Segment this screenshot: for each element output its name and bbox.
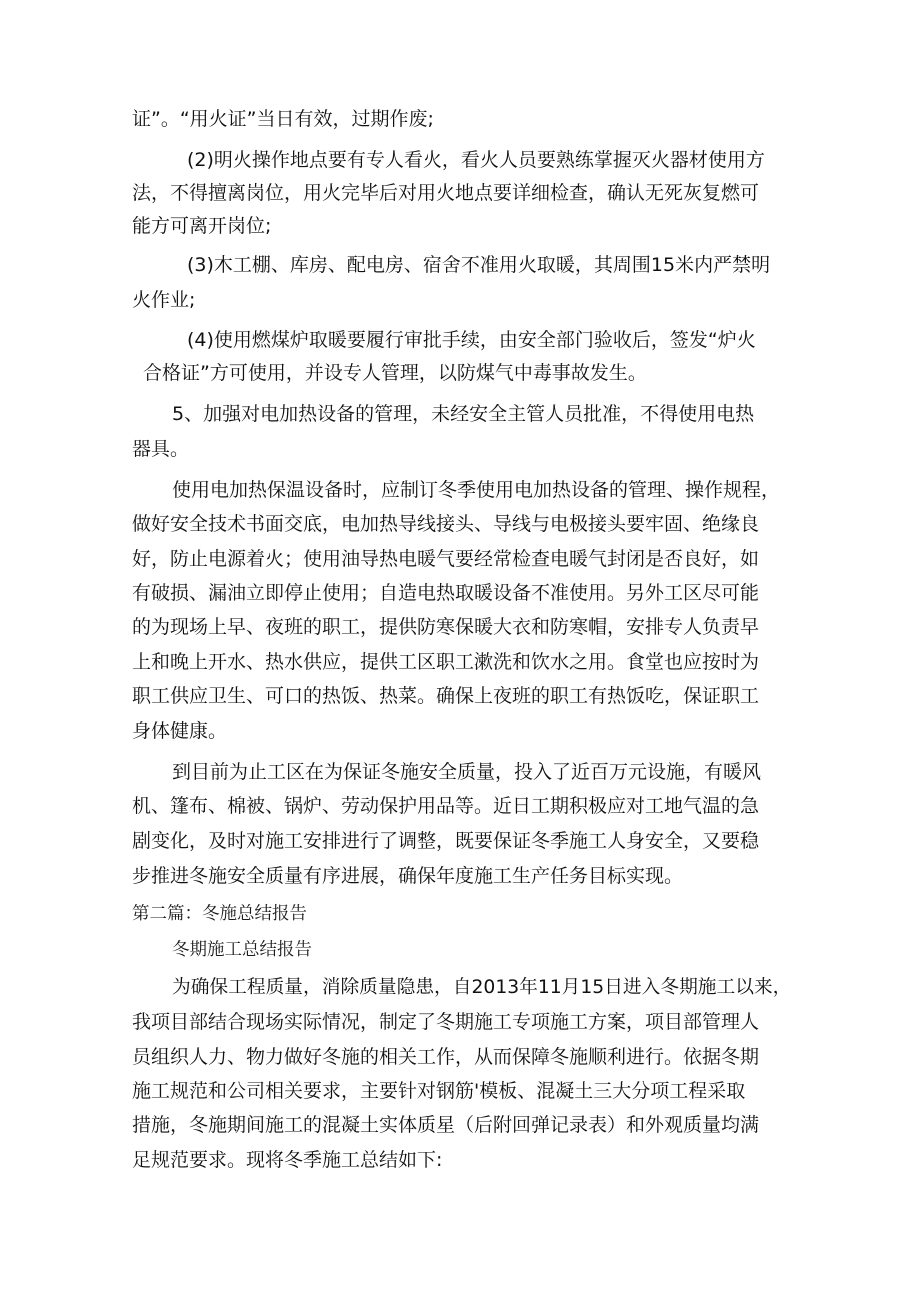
report-title: 冬期施工总结报告 bbox=[172, 940, 312, 960]
text-line: 职工供应卫生、可口的热饭、热菜。确保上夜班的职工有热饭吃，保证职工 bbox=[132, 685, 760, 707]
text-line: 机、篷布、棉被、锅炉、劳动保护用品等。近日工期积极应对工地气温的急 bbox=[132, 795, 760, 817]
text-line: (2)明火操作地点要有专人看火，看火人员要熟练掌握灭火器材使用方 bbox=[187, 149, 765, 171]
section-heading: 第二篇：冬施总结报告 bbox=[132, 904, 307, 924]
text-line: 施工规范和公司相关要求，主要针对钢筋'模板、混凝土三大分项工程采取 bbox=[132, 1080, 746, 1102]
text-line: 做好安全技术书面交底，电加热导线接头、导线与电极接头要牢固、绝缘良 bbox=[132, 513, 760, 535]
text-line: 法，不得擅离岗位，用火完毕后对用火地点要详细检查，确认无死灰复燃可 bbox=[132, 182, 760, 204]
text-line: (3)木工棚、库房、配电房、宿舍不准用火取暖，其周围15米内严禁明 bbox=[187, 254, 771, 276]
text-line: 好，防止电源着火；使用油导热电暖气要经常检查电暖气封闭是否良好，如 bbox=[132, 548, 760, 570]
text-line: 我项目部结合现场实际情况，制定了冬期施工专项施工方案，项目部管理人 bbox=[132, 1011, 760, 1033]
text-line: (4)使用燃煤炉取暖要履行审批手续，由安全部门验收后，签发“炉火 bbox=[187, 329, 756, 351]
text-line: 员组织人力、物力做好冬施的相关工作，从而保障冬施顺利进行。依据冬期 bbox=[132, 1046, 760, 1068]
text-line: 到目前为止工区在为保证冬施安全质量，投入了近百万元设施，有暖风 bbox=[172, 761, 762, 783]
text-line: 为确保工程质量，消除质量隐患，自2013年11月15日进入冬期施工以来， bbox=[172, 977, 792, 998]
text-line: 措施，冬施期间施工的混凝土实体质星（后附回弹记录表）和外观质量均满 bbox=[132, 1114, 760, 1136]
text-line: 身体健康。 bbox=[132, 720, 228, 742]
text-line: 上和晚上开水、热水供应，提供工区职工漱洗和饮水之用。食堂也应按时为 bbox=[132, 651, 760, 673]
text-line: 剧变化，及时对施工安排进行了调整，既要保证冬季施工人身安全，又要稳 bbox=[132, 830, 760, 852]
text-line: 火作业; bbox=[132, 289, 196, 311]
text-line: 5、加强对电加热设备的管理，未经安全主管人员批准，不得使用电热 bbox=[172, 403, 755, 425]
text-line: 的为现场上早、夜班的职工，提供防寒保暖大衣和防寒帽，安排专人负责早 bbox=[132, 616, 760, 638]
text-line: 器具。 bbox=[132, 438, 190, 460]
text-line: 步推进冬施安全质量有序进展，确保年度施工生产任务目标实现。 bbox=[132, 865, 684, 887]
text-line: 合格证”方可使用，并设专人管理，以防煤气中毒事故发生。 bbox=[143, 362, 647, 384]
text-line: 使用电加热保温设备时，应制订冬季使用电加热设备的管理、操作规程， bbox=[172, 479, 781, 501]
text-line: 足规范要求。现将冬季施工总结如下: bbox=[132, 1149, 443, 1171]
text-line: 有破损、漏油立即停止使用；自造电热取暖设备不准使用。另外工区尽可能 bbox=[132, 582, 760, 604]
text-line: 证”。“用火证”当日有效，过期作废; bbox=[132, 108, 434, 130]
text-line: 能方可离开岗位; bbox=[132, 215, 272, 237]
